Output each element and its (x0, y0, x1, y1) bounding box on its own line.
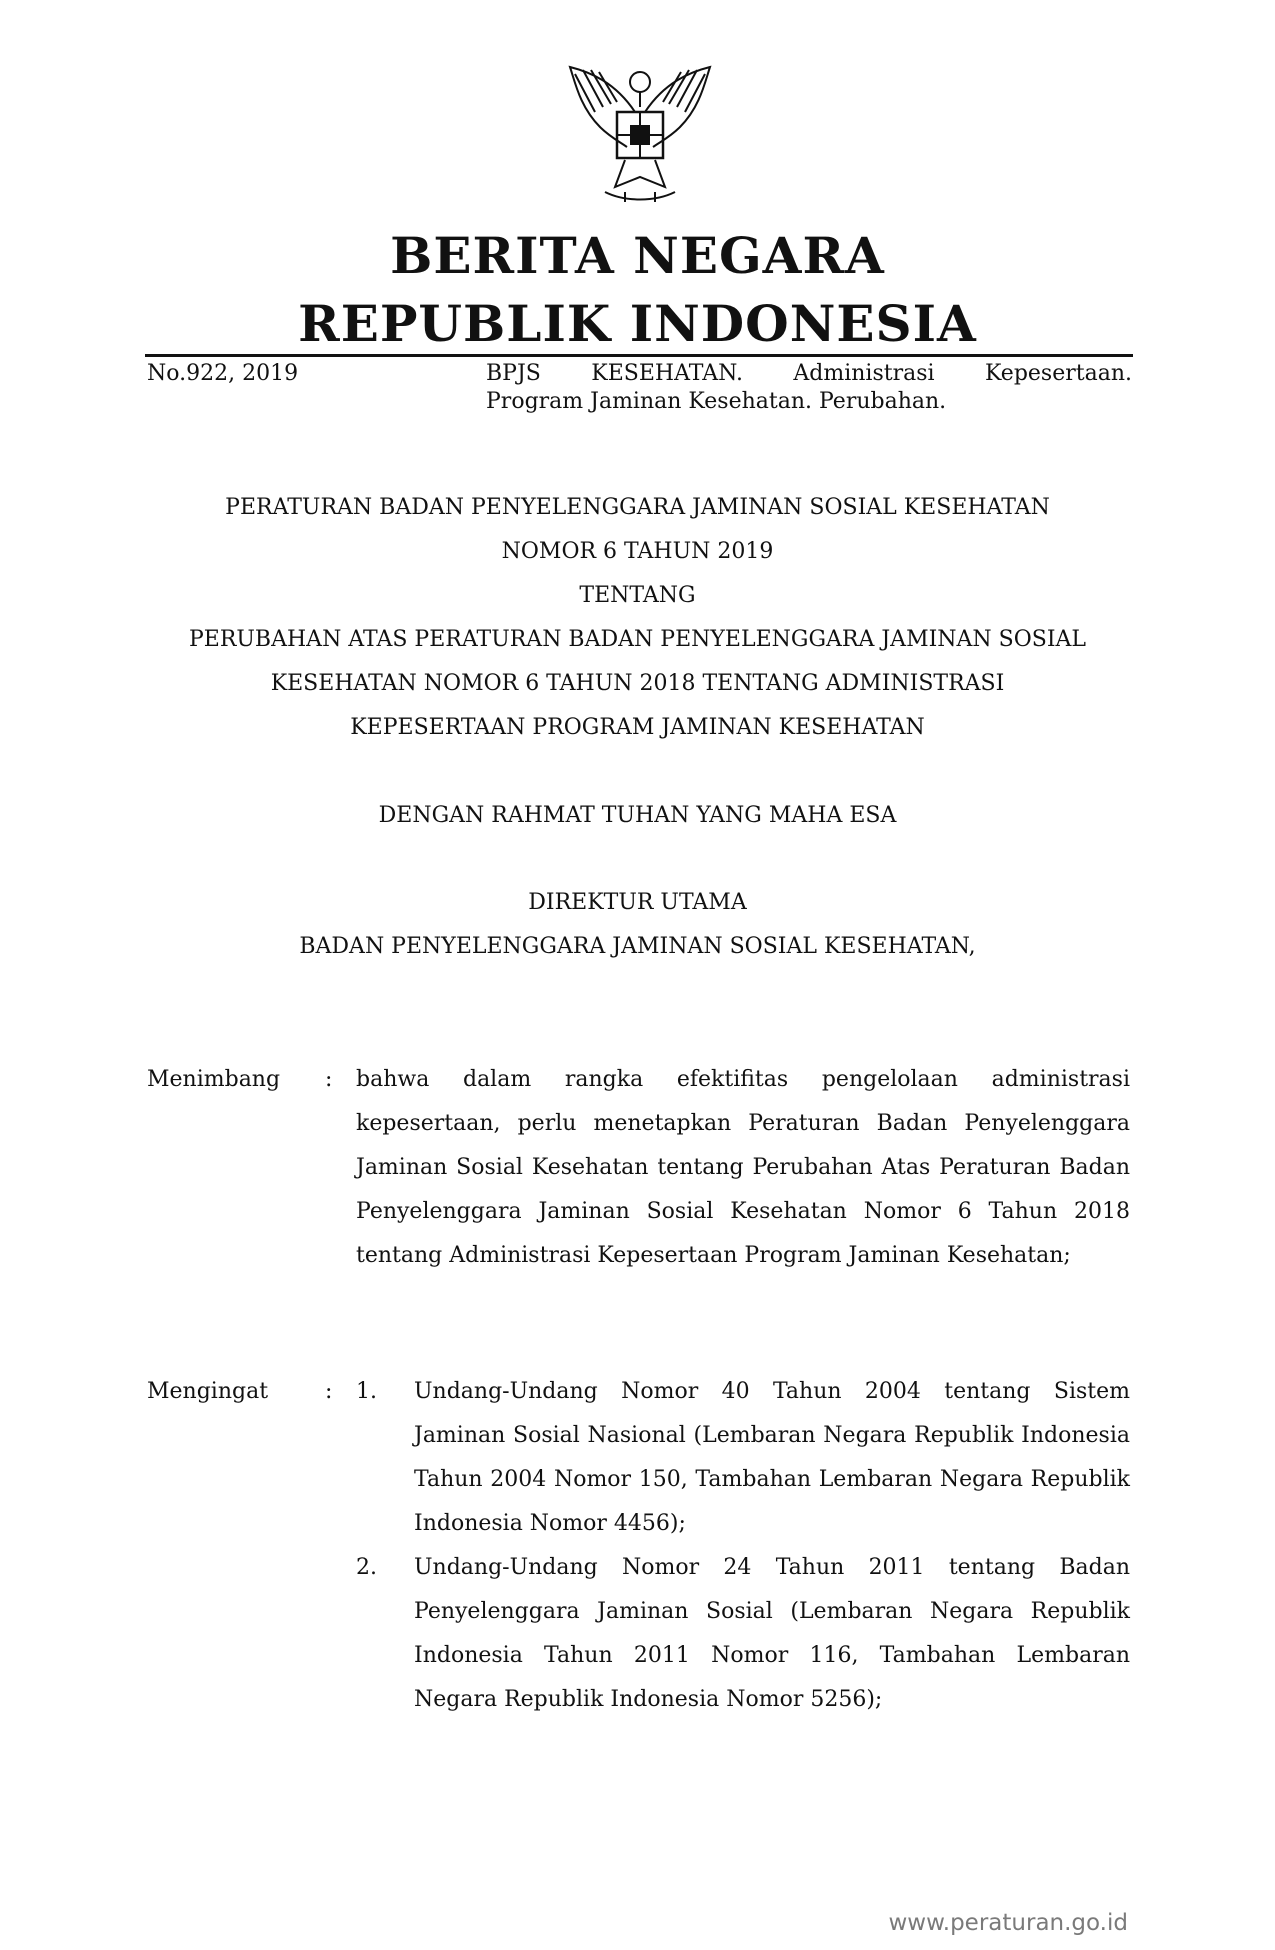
mengingat-item-text: Undang-Undang Nomor 40 Tahun 2004 tentang Sistem Jaminan Sosial Nasional (Lembaran Negara Republik Indonesia Tahun 2004 Nomor 150, Tambahan Lembaran Negara Republik Indonesia Nomor 4456); (414, 1379, 1130, 1536)
gazette-subject-line1: BPJS KESEHATAN. Administrasi Kepesertaan. (486, 361, 1132, 386)
official-title (0, 881, 1275, 969)
official-title-line1: DIREKTUR UTAMA (528, 890, 747, 915)
invocation (0, 794, 1275, 838)
menimbang-text: bahwa dalam rangka efektifitas pengelolaan administrasi kepesertaan, perlu menetapkan Peraturan Badan Penyelenggara Jaminan Sosial Kesehatan tentang Perubahan Atas Peraturan Badan Penyelenggara Jaminan Sosial Kesehatan Nomor 6 Tahun 2018 tentang Administrasi Kepesertaan Program Jaminan Kesehatan; (356, 1067, 1130, 1268)
gazette-subject (486, 360, 1132, 416)
invocation-text: DENGAN RAHMAT TUHAN YANG MAHA ESA (378, 803, 897, 828)
heading-line: PERUBAHAN ATAS PERATURAN BADAN PENYELENGGARA JAMINAN SOSIAL (188, 627, 1087, 652)
gazette-number: No.922, 2019 (147, 361, 299, 386)
gazette-title-line1: BERITA NEGARA (390, 226, 885, 285)
menimbang-label: Menimbang (147, 1067, 281, 1092)
heading-line: KESEHATAN NOMOR 6 TAHUN 2018 TENTANG ADMINISTRASI (270, 671, 1005, 696)
mengingat-item-number: 1. (356, 1379, 377, 1404)
mengingat-item-text: Undang-Undang Nomor 24 Tahun 2011 tentang Badan Penyelenggara Jaminan Sosial (Lembaran Negara Republik Indonesia Tahun 2011 Nomor 116, Tambahan Lembaran Negara Republik Indonesia Nomor 5256); (414, 1555, 1130, 1712)
heading-line: PERATURAN BADAN PENYELENGGARA JAMINAN SOSIAL KESEHATAN (225, 495, 1050, 520)
heading-line: KEPESERTAAN PROGRAM JAMINAN KESEHATAN (350, 715, 925, 740)
gazette-subject-line2: Program Jaminan Kesehatan. Perubahan. (486, 389, 947, 414)
regulation-heading (0, 486, 1275, 750)
footer-website-link[interactable]: www.peraturan.go.id (888, 1910, 1128, 1936)
garuda-emblem-icon (555, 52, 725, 212)
heading-line: TENTANG (579, 583, 696, 608)
mengingat-label: Mengingat (147, 1379, 269, 1404)
menimbang-colon: : (325, 1067, 333, 1092)
official-title-line2: BADAN PENYELENGGARA JAMINAN SOSIAL KESEHATAN, (299, 934, 976, 959)
mengingat-item-number: 2. (356, 1555, 377, 1580)
mengingat-colon: : (325, 1379, 333, 1404)
gazette-title-line2: REPUBLIK INDONESIA (298, 294, 977, 353)
header-divider (145, 354, 1133, 357)
heading-line: NOMOR 6 TAHUN 2019 (501, 539, 774, 564)
